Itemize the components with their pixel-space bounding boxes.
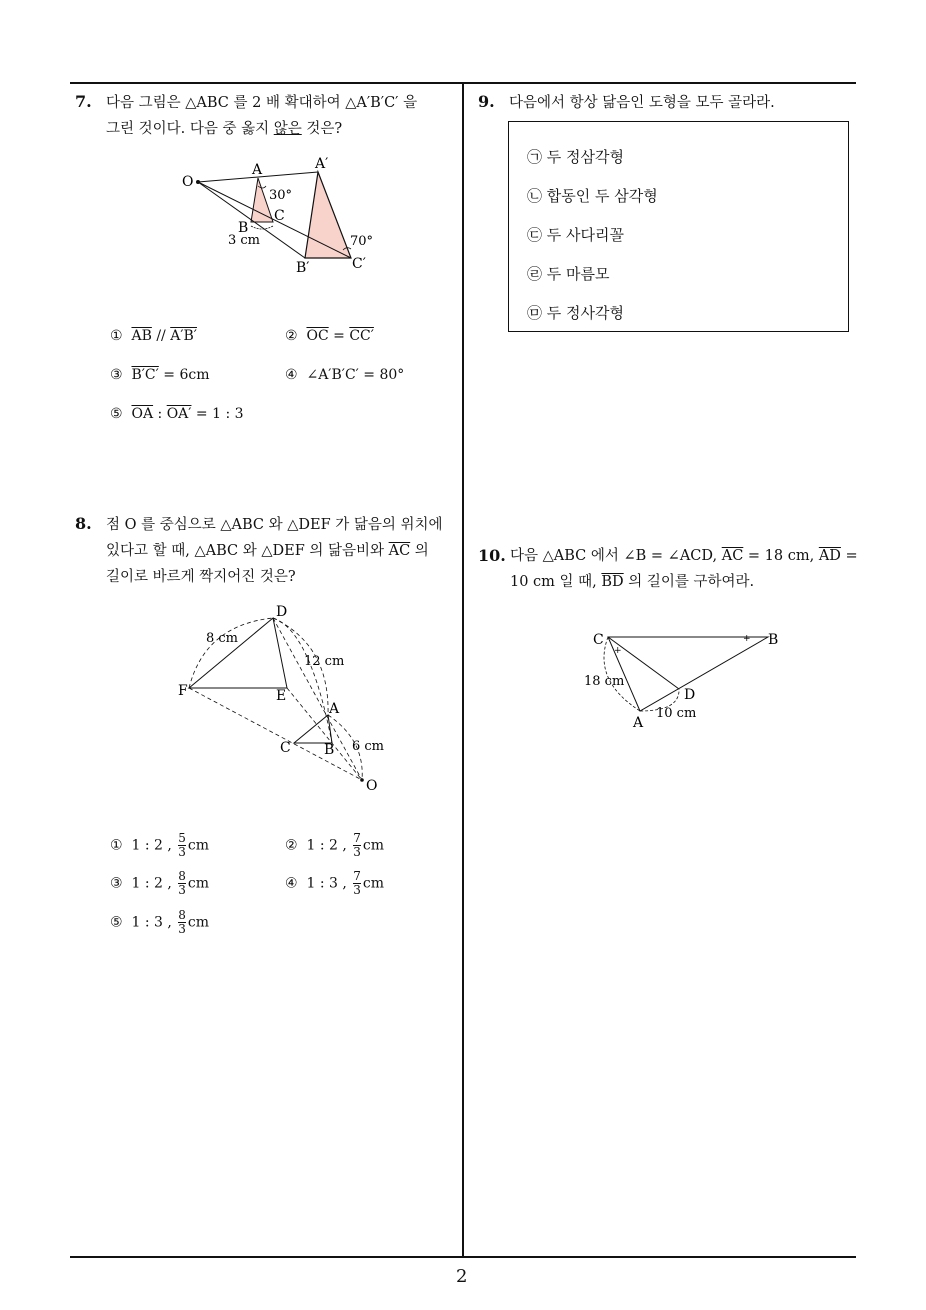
q7-label-ang30: 30° (269, 188, 293, 203)
q7-label-ang70: 70° (350, 234, 374, 249)
q10-figure (580, 625, 790, 735)
q8-line2: 있다고 할 때, △ABC 와 △DEF 의 닮음비와 $\overline{AC}$ 의 (106, 543, 429, 559)
q8-label-8cm: 8 cm (206, 631, 239, 646)
q7-choice-5[interactable]: ⑤ $\overline{OA}$ : OA′ = 1 : 3 (110, 406, 244, 422)
q7-line1: 다음 그림은 △ABC 를 2 배 확대하여 △A′B′C′ 을 (106, 95, 418, 111)
q8-choice-4[interactable]: ④ 1 : 3 , $\frac{7}{3}$ cm (285, 869, 385, 897)
q8-question (106, 512, 458, 590)
q8-choice-1[interactable]: ① 1 : 2 , $\frac{5}{3}$ cm (110, 831, 210, 859)
q8-line1: 점 O 를 중심으로 △ABC 와 △DEF 가 닮음의 위치에 (106, 517, 443, 533)
q7-label-C: C (274, 208, 285, 224)
q9-item-3: ㉢ 두 사다리꼴 (527, 226, 624, 244)
q8-choice-5[interactable]: ⑤ 1 : 3 , $\frac{8}{3}$ cm (110, 908, 210, 936)
q7-label-A: A (252, 162, 263, 178)
q10-label-D: D (684, 687, 696, 703)
q9-item-5: ㉤ 두 정사각형 (527, 304, 624, 322)
q7-line2: 그린 것이다. 다음 중 옳지 않은 것은? (106, 121, 343, 137)
q7-choice-2[interactable]: ② $\overline{OC} = CC'$ (285, 328, 374, 344)
q7-choice-1[interactable]: ① $\overline{AB} // A'B'$ (110, 328, 197, 344)
q8-choice-3[interactable]: ③ 1 : 2 , $\frac{8}{3}$ cm (110, 869, 210, 897)
q7-label-len: 3 cm (228, 233, 261, 248)
q10-line2: 10 cm 일 때, $\overline{BD}$ 의 길이를 구하여라. (510, 574, 755, 590)
q8-label-F: F (178, 683, 188, 699)
q10-label-10cm: 10 cm (656, 706, 697, 721)
q8-label-C: C (280, 740, 291, 756)
column-divider (462, 82, 464, 1257)
q9-number: 9. (478, 92, 495, 111)
q9-item-2: ㉡ 합동인 두 삼각형 (527, 187, 658, 205)
q8-label-6cm: 6 cm (352, 739, 385, 754)
q9-item-4: ㉣ 두 마름모 (527, 265, 610, 283)
q7-label-B2: B′ (296, 260, 310, 276)
q9-question: 다음에서 항상 닮음인 도형을 모두 골라라. (509, 95, 775, 111)
q10-label-C: C (593, 632, 604, 648)
q8-label-12cm: 12 cm (304, 654, 345, 669)
svg-text:+: + (614, 646, 622, 656)
q7-number: 7. (75, 92, 92, 111)
q8-choice-2[interactable]: ② 1 : 2 , $\frac{7}{3}$ cm (285, 831, 385, 859)
q10-label-18cm: 18 cm (584, 674, 625, 689)
svg-text:+: + (743, 634, 751, 644)
q10-label-A: A (633, 715, 644, 731)
q7-label-C2: C′ (352, 256, 366, 272)
q7-choice-4[interactable]: ④ ∠A′B′C′ = 80° (285, 367, 405, 383)
q7-choice-3[interactable]: ③ B′C′ = 6cm (110, 367, 210, 383)
q8-label-O: O (366, 778, 378, 794)
q7-figure (175, 150, 395, 280)
q7-label-A2: A′ (315, 156, 329, 172)
q8-line3: 길이로 바르게 짝지어진 것은? (106, 569, 296, 585)
q8-figure (170, 600, 390, 800)
q10-label-B: B (768, 632, 779, 648)
q7-label-B: B (238, 220, 249, 236)
q10-number: 10. (478, 546, 506, 565)
q7-label-O: O (182, 174, 194, 190)
q8-label-E: E (276, 688, 287, 704)
q10-question (510, 543, 860, 595)
q7-question (106, 90, 456, 142)
q8-label-A: A (329, 701, 340, 717)
q8-label-D: D (276, 604, 288, 620)
bottom-rule (70, 1256, 856, 1258)
q9-item-1: ㉠ 두 정삼각형 (527, 148, 624, 166)
q10-line1: 다음 △ABC 에서 ∠B = ∠ACD, $\overline{AC} = 18$ cm, $\overline{AD}$ = (510, 548, 858, 564)
page-number: 2 (456, 1266, 468, 1287)
q8-number: 8. (75, 514, 92, 533)
q8-label-B: B (324, 742, 335, 758)
